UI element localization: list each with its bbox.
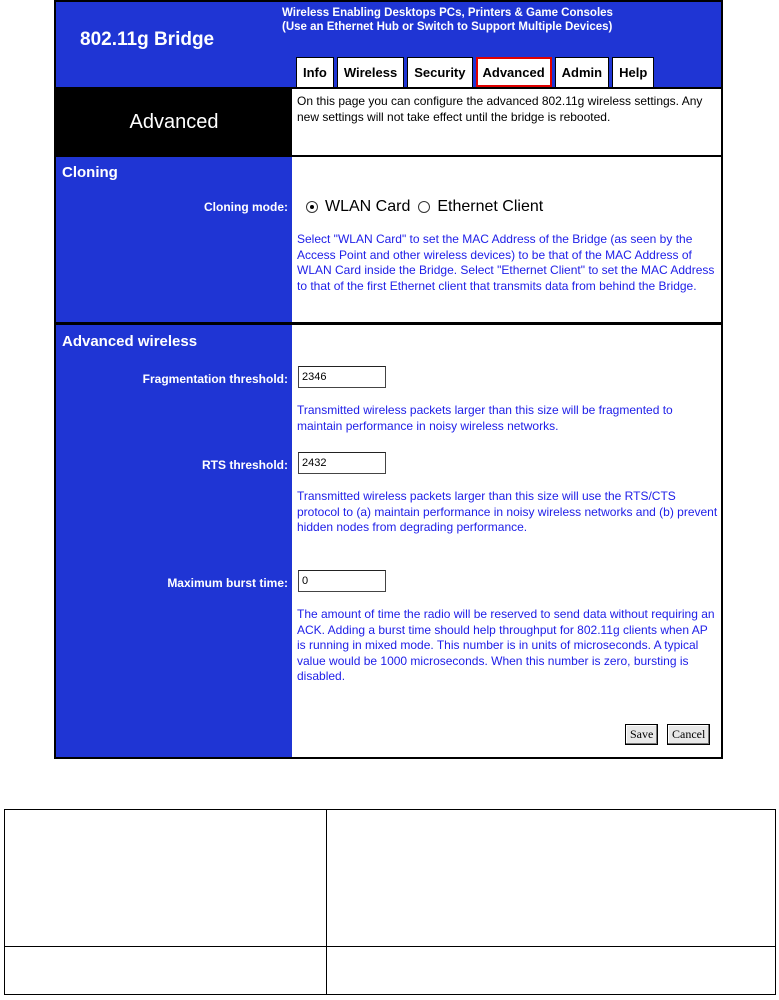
save-button[interactable]: Save (625, 724, 658, 745)
tab-bar (296, 57, 654, 87)
fragmentation-help-text: Transmitted wireless packets larger than this size will be fragmented to maintain performance in noisy wireless networks. (297, 403, 673, 433)
table-cell (327, 947, 776, 995)
rts-help-text: Transmitted wireless packets larger than this size will use the RTS/CTS protocol to (a) maintain performance in noisy wireless networks and (b) prevent hidden nodes from degrading performance. (297, 489, 718, 534)
bridge-config-screenshot (54, 0, 723, 759)
tab-help[interactable]: Help (612, 57, 654, 87)
header (56, 2, 721, 87)
tab-security[interactable]: Security (407, 57, 472, 87)
tab-wireless[interactable]: Wireless (337, 57, 404, 87)
radio-ethernet-client-label: Ethernet Client (437, 198, 544, 215)
rts-threshold-input[interactable] (298, 452, 386, 474)
advanced-wireless-values (292, 325, 721, 757)
page-description: On this page you can configure the advanced 802.11g wireless settings. Any new settings will not take effect until the bridge is rebooted. (297, 94, 703, 124)
page-title: Advanced (56, 89, 292, 155)
maximum-burst-time-input[interactable] (298, 570, 386, 592)
settings-content (56, 157, 721, 757)
radio-ethernet-client[interactable] (418, 201, 430, 213)
maximum-burst-time-label: Maximum burst time: (167, 576, 288, 590)
tab-admin[interactable]: Admin (555, 57, 609, 87)
title-band (56, 87, 721, 157)
label-column (56, 157, 292, 757)
fragmentation-threshold-input[interactable] (298, 366, 386, 388)
table-cell (327, 810, 776, 947)
tagline (282, 6, 613, 34)
document-table (4, 809, 776, 995)
tagline-line-1: Wireless Enabling Desktops PCs, Printers & Game Consoles (282, 7, 613, 19)
table-cell (5, 810, 327, 947)
radio-wlan-card[interactable] (306, 201, 318, 213)
product-title: 802.11g Bridge (80, 29, 215, 50)
cloning-mode-label: Cloning mode: (204, 200, 288, 214)
tab-advanced[interactable]: Advanced (476, 57, 552, 87)
fragmentation-threshold-label: Fragmentation threshold: (142, 372, 288, 386)
section-heading-advanced-wireless: Advanced wireless (62, 333, 198, 350)
cloning-values (292, 157, 721, 322)
rts-threshold-label: RTS threshold: (202, 458, 288, 472)
cancel-button[interactable]: Cancel (667, 724, 710, 745)
burst-help-text: The amount of time the radio will be reserved to send data without requiring an ACK. Adding a burst time should help throughput for 802.11g clients when AP is running in mixed mode. This number is in units of microseconds. A typical value would be 1000 microseconds. When this number is zero, bursting is disabled. (297, 607, 715, 683)
section-heading-cloning: Cloning (62, 164, 118, 181)
radio-wlan-card-label: WLAN Card (325, 198, 411, 215)
tagline-line-2: (Use an Ethernet Hub or Switch to Support Multiple Devices) (282, 21, 613, 33)
tab-info[interactable]: Info (296, 57, 334, 87)
cloning-mode-radio-group (306, 198, 543, 216)
cloning-help-text: Select "WLAN Card" to set the MAC Address of the Bridge (as seen by the Access Point and other wireless devices) to be that of the MAC Address of WLAN Card inside the Bridge. Select "Ethernet Client" to set the MAC Address to that of the first Ethernet client that transmits data from behind the Bridge. (297, 232, 715, 293)
table-cell (5, 947, 327, 995)
